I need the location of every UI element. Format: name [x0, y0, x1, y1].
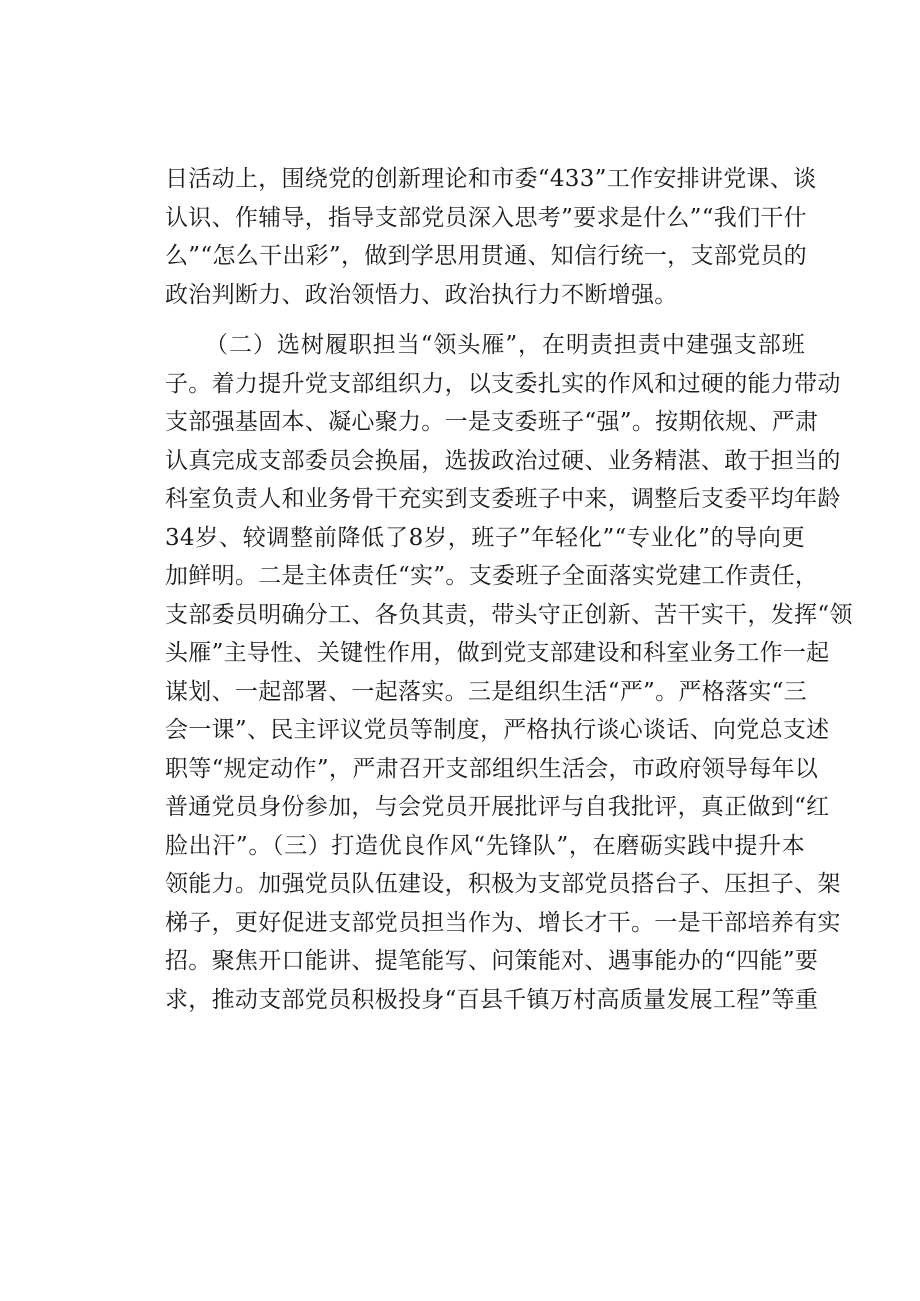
paragraph-2 — [165, 326, 853, 1019]
text-line: 么”“怎么干出彩”，做到学思用贯通、知信行统一，支部党员的 — [165, 243, 807, 269]
text-line: 头雁”主导性、关键性作用，做到党支部建设和科室业务工作一起 — [165, 640, 830, 666]
text-line: （二）选树履职担当“领头雁”，在明责担责中建强支部班 — [205, 332, 805, 358]
text-line: 求，推动支部党员积极投身“百县千镇万村高质量发展工程”等重 — [165, 986, 819, 1013]
text-line: 脸出汗”。（三）打造优良作风“先锋队”，在磨砺实践中提升本 — [165, 832, 805, 859]
text-line: 支部强基固本、凝心聚力。一是支委班子“强”。按期依规、严肃 — [165, 409, 819, 435]
text-line: 日活动上，围绕党的创新理论和市委“433”工作安排讲党课、谈 — [165, 166, 817, 192]
text-line: 普通党员身份参加，与会党员开展批评与自我批评，真正做到“红 — [165, 794, 830, 820]
text-line: 政治判断力、政治领悟力、政治执行力不断增强。 — [165, 281, 678, 308]
text-line: 职等“规定动作”，严肃召开支部组织生活会，市政府领导每年以 — [165, 755, 819, 782]
text-line: 加鲜明。二是主体责任“实”。支委班子全面落实党建工作责任， — [165, 563, 819, 589]
text-line: 梯子，更好促进支部党员担当作为、增长才干。一是干部培养有实 — [165, 909, 841, 936]
text-line: 谋划、一起部署、一起落实。三是组织生活“严”。严格落实“三 — [165, 678, 807, 705]
text-line: 认真完成支部委员会换届，选拔政治过硬、业务精湛、敢于担当的 — [165, 447, 841, 474]
text-line: 34岁、较调整前降低了8岁，班子”年轻化”“专业化”的导向更 — [165, 524, 805, 551]
text-line: 会一课”、民主评议党员等制度，严格执行谈心谈话、向党总支述 — [165, 717, 830, 743]
text-line: 支部委员明确分工、各负其责，带头守正创新、苦干实干，发挥“领 — [165, 601, 853, 628]
body-text — [165, 160, 853, 1019]
paragraph-1 — [165, 160, 817, 314]
text-line: 子。着力提升党支部组织力，以支委扎实的作风和过硬的能力带动 — [165, 370, 841, 397]
text-line: 招。聚焦开口能讲、提笔能写、问策能对、遇事能办的“四能”要 — [165, 948, 819, 974]
paragraph-gap — [165, 314, 805, 326]
text-line: 科室负责人和业务骨干充实到支委班子中来，调整后支委平均年龄 — [165, 486, 841, 512]
text-line: 领能力。加强党员队伍建设，积极为支部党员搭台子、压担子、架 — [165, 871, 841, 897]
text-line: 认识、作辅导，指导支部党员深入思考”要求是什么”“我们干什 — [165, 204, 807, 231]
